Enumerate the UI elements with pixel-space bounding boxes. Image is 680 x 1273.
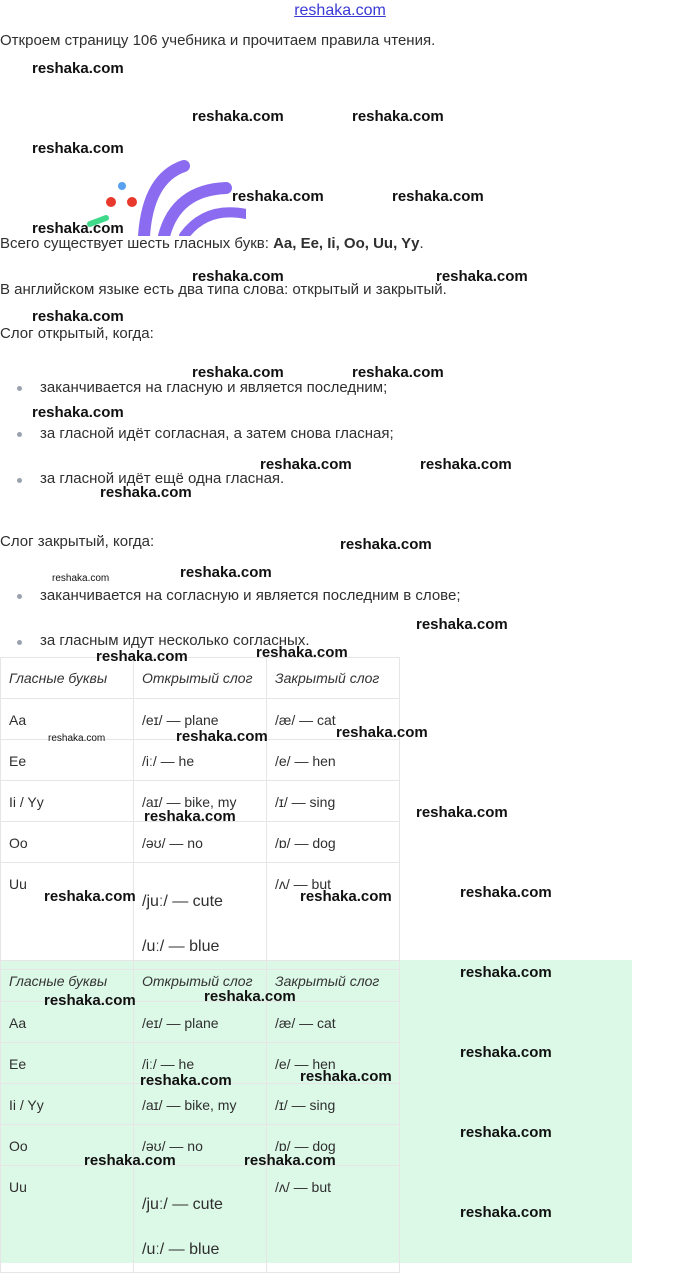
watermark: reshaka.com: [260, 456, 352, 473]
watermark: reshaka.com: [100, 484, 192, 501]
watermark: reshaka.com: [352, 364, 444, 381]
cell-open: /əʊ/ — no: [134, 1125, 267, 1166]
cell-open-line-1: /juː/ — cute: [142, 893, 223, 910]
cell-closed: /ɒ/ — dog: [267, 1125, 400, 1166]
cell-closed: /ɪ/ — sing: [267, 781, 400, 822]
cell-letter: Aa: [1, 1002, 134, 1043]
cell-closed: /e/ — hen: [267, 740, 400, 781]
syllable-types-text: В английском языке есть два типа слова: открытый и закрытый.: [0, 281, 447, 298]
watermark: reshaka.com: [436, 268, 528, 285]
cell-letter: Ee: [1, 740, 134, 781]
watermark: reshaka.com: [32, 308, 124, 325]
cell-closed: /ɒ/ — dog: [267, 822, 400, 863]
watermark: reshaka.com: [144, 808, 236, 825]
watermark: reshaka.com: [244, 1152, 336, 1169]
watermark: reshaka.com: [32, 220, 124, 237]
vowels-suffix: .: [419, 235, 424, 252]
closed-item-2: за гласным идут несколько согласных.: [40, 632, 310, 649]
closed-syllable-title: Слог закрытый, когда:: [0, 533, 155, 550]
open-item-3: за гласной идёт ещё одна гласная.: [40, 470, 285, 487]
closed-item-1: заканчивается на согласную и является последним в слове;: [40, 587, 461, 604]
cell-open: [134, 863, 267, 970]
watermark: reshaka.com: [460, 1044, 552, 1061]
table-row: [1, 863, 400, 970]
watermark: reshaka.com: [352, 108, 444, 125]
watermark: reshaka.com: [192, 108, 284, 125]
watermark: reshaka.com: [180, 564, 272, 581]
open-item-2: за гласной идёт согласная, а затем снова гласная;: [40, 425, 394, 442]
logo-red-dot-right: [127, 197, 137, 207]
cell-letter: Aa: [1, 699, 134, 740]
watermark: reshaka.com: [460, 884, 552, 901]
cell-letter: Oo: [1, 1125, 134, 1166]
watermark: reshaka.com: [416, 804, 508, 821]
cell-closed: /æ/ — cat: [267, 1002, 400, 1043]
cell-letter: Uu: [1, 1166, 134, 1273]
vowels-prefix: Всего существует шесть гласных букв:: [0, 235, 274, 252]
watermark: reshaka.com: [32, 404, 124, 421]
logo-blue-dot: [118, 182, 126, 190]
bullet-dot: [17, 640, 22, 645]
watermark: reshaka.com: [300, 1068, 392, 1085]
watermark: reshaka.com: [460, 1204, 552, 1221]
cell-open: /eɪ/ — plane: [134, 1002, 267, 1043]
cell-closed: /e/ — hen: [267, 1043, 400, 1084]
watermark: reshaka.com: [460, 1124, 552, 1141]
watermark: reshaka.com: [340, 536, 432, 553]
cell-letter: Uu: [1, 863, 134, 970]
cell-open: /eɪ/ — plane: [134, 699, 267, 740]
table-header-row: [1, 658, 400, 699]
watermark: reshaka.com: [52, 573, 110, 584]
watermark: reshaka.com: [392, 188, 484, 205]
cell-open: /iː/ — he: [134, 1043, 267, 1084]
cell-letter: Ii / Yy: [1, 1084, 134, 1125]
table-row: [1, 740, 400, 781]
watermark: reshaka.com: [204, 988, 296, 1005]
table-row: [1, 1125, 400, 1166]
table-row: [1, 822, 400, 863]
watermark: reshaka.com: [300, 888, 392, 905]
cell-closed: /ʌ/ — but: [267, 863, 400, 970]
table-row: [1, 1166, 400, 1273]
watermark: reshaka.com: [32, 140, 124, 157]
watermark: reshaka.com: [232, 188, 324, 205]
watermark: reshaka.com: [420, 456, 512, 473]
watermark: reshaka.com: [176, 728, 268, 745]
watermark: reshaka.com: [96, 648, 188, 665]
cell-open: /iː/ — he: [134, 740, 267, 781]
cell-open: /aɪ/ — bike, my: [134, 781, 267, 822]
cell-open: /aɪ/ — bike, my: [134, 1084, 267, 1125]
cell-open: [134, 1166, 267, 1273]
open-syllable-title: Слог открытый, когда:: [0, 325, 154, 342]
header-open: Открытый слог: [134, 658, 267, 699]
cell-closed: /ʌ/ — but: [267, 1166, 400, 1273]
bullet-dot: [17, 478, 22, 483]
cell-closed: /æ/ — cat: [267, 699, 400, 740]
cell-open-line-2: /uː/ — blue: [142, 938, 220, 955]
logo-arc-inner: [184, 212, 246, 236]
watermark: reshaka.com: [32, 60, 124, 77]
cell-letter: Oo: [1, 822, 134, 863]
vowels-list: Aa, Ee, Ii, Oo, Uu, Yy: [273, 235, 420, 252]
header-letters: Гласные буквы: [1, 961, 134, 1002]
cell-letter: Ee: [1, 1043, 134, 1084]
cell-closed: /ɪ/ — sing: [267, 1084, 400, 1125]
watermark: reshaka.com: [140, 1072, 232, 1089]
site-link[interactable]: reshaka.com: [294, 2, 386, 19]
table-row: [1, 1084, 400, 1125]
header-open: Открытый слог: [134, 961, 267, 1002]
watermark: reshaka.com: [256, 644, 348, 661]
watermark: reshaka.com: [336, 724, 428, 741]
header-closed: Закрытый слог: [267, 658, 400, 699]
open-item-1: заканчивается на гласную и является последним;: [40, 379, 388, 396]
bullet-dot: [17, 432, 22, 437]
cell-open-line-2: /uː/ — blue: [142, 1241, 220, 1258]
watermark: reshaka.com: [44, 888, 136, 905]
watermark: reshaka.com: [460, 964, 552, 981]
watermark: reshaka.com: [416, 616, 508, 633]
cell-letter: Ii / Yy: [1, 781, 134, 822]
watermark: reshaka.com: [48, 733, 106, 744]
watermark: reshaka.com: [192, 364, 284, 381]
logo-red-dot-left: [106, 197, 116, 207]
cell-open: /əʊ/ — no: [134, 822, 267, 863]
vowels-sentence: [0, 234, 424, 254]
header-closed: Закрытый слог: [267, 961, 400, 1002]
bullet-dot: [17, 594, 22, 599]
watermark: reshaka.com: [44, 992, 136, 1009]
header-letters: Гласные буквы: [1, 658, 134, 699]
bullet-dot: [17, 386, 22, 391]
cell-open-line-1: /juː/ — cute: [142, 1196, 223, 1213]
watermark: reshaka.com: [84, 1152, 176, 1169]
watermark: reshaka.com: [192, 268, 284, 285]
intro-text: Откроем страницу 106 учебника и прочитаем правила чтения.: [0, 32, 436, 49]
